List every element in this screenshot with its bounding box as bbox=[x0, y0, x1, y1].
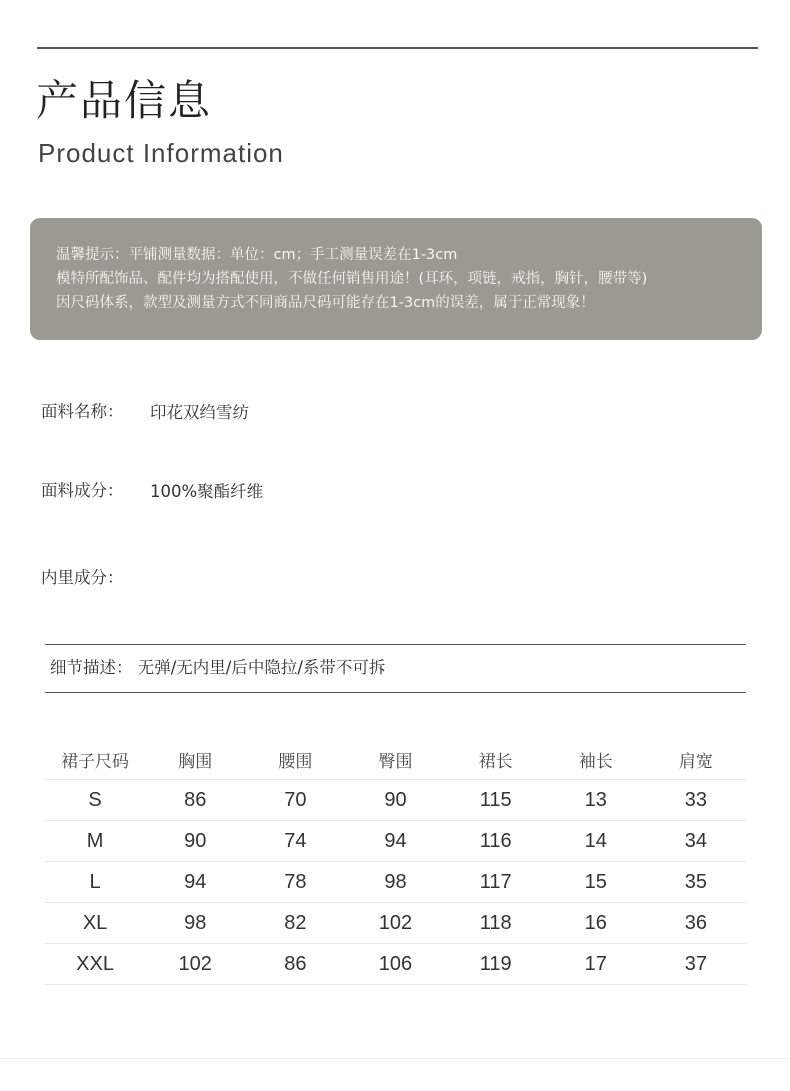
table-cell: 90 bbox=[345, 780, 445, 821]
table-cell: 16 bbox=[546, 903, 646, 944]
table-cell: M bbox=[45, 821, 145, 862]
lining-composition-label: 内里成分： bbox=[41, 568, 124, 587]
header-dress-length: 裙长 bbox=[446, 739, 546, 780]
table-cell: XXL bbox=[45, 944, 145, 985]
table-cell: 116 bbox=[446, 821, 546, 862]
table-row bbox=[45, 903, 746, 944]
table-cell: XL bbox=[45, 903, 145, 944]
notice-line-1: 温馨提示：平铺测量数据：单位：cm；手工测量误差在1-3cm bbox=[56, 247, 458, 263]
table-cell: 86 bbox=[145, 780, 245, 821]
header-shoulder-width: 肩宽 bbox=[646, 739, 746, 780]
table-cell: S bbox=[45, 780, 145, 821]
table-cell: 106 bbox=[345, 944, 445, 985]
table-cell: 35 bbox=[646, 862, 746, 903]
table-cell: 102 bbox=[345, 903, 445, 944]
table-cell: 17 bbox=[546, 944, 646, 985]
table-cell: 78 bbox=[245, 862, 345, 903]
table-row bbox=[45, 821, 746, 862]
fabric-name-value: 印花双绉雪纺 bbox=[150, 403, 249, 422]
page-subtitle: Product Information bbox=[38, 138, 284, 168]
table-cell: 70 bbox=[245, 780, 345, 821]
size-table-header bbox=[45, 739, 746, 780]
header-bust: 胸围 bbox=[145, 739, 245, 780]
size-table bbox=[45, 739, 746, 985]
table-cell: 74 bbox=[245, 821, 345, 862]
table-cell: 115 bbox=[446, 780, 546, 821]
table-row bbox=[45, 862, 746, 903]
bottom-divider bbox=[0, 1058, 790, 1059]
table-row bbox=[45, 944, 746, 985]
header-size: 裙子尺码 bbox=[45, 739, 145, 780]
table-cell: 94 bbox=[145, 862, 245, 903]
table-cell: 37 bbox=[646, 944, 746, 985]
details-row bbox=[50, 656, 385, 680]
notice-box bbox=[30, 218, 762, 340]
table-cell: 119 bbox=[446, 944, 546, 985]
fabric-name-label: 面料名称： bbox=[41, 402, 124, 421]
table-cell: 98 bbox=[345, 862, 445, 903]
table-cell: 33 bbox=[646, 780, 746, 821]
table-cell: 98 bbox=[145, 903, 245, 944]
header-hip: 臀围 bbox=[345, 739, 445, 780]
table-cell: 15 bbox=[546, 862, 646, 903]
table-cell: 90 bbox=[145, 821, 245, 862]
table-cell: L bbox=[45, 862, 145, 903]
table-cell: 82 bbox=[245, 903, 345, 944]
details-top-divider bbox=[45, 644, 746, 645]
table-cell: 14 bbox=[546, 821, 646, 862]
table-cell: 34 bbox=[646, 821, 746, 862]
details-bottom-divider bbox=[45, 692, 746, 693]
top-divider bbox=[37, 47, 758, 49]
table-cell: 13 bbox=[546, 780, 646, 821]
fabric-composition-label: 面料成分： bbox=[41, 481, 124, 500]
header-waist: 腰围 bbox=[245, 739, 345, 780]
notice-line-2: 模特所配饰品、配件均为搭配使用，不做任何销售用途！(耳环，项链，戒指，胸针，腰带等) bbox=[56, 271, 648, 287]
notice-line-3: 因尺码体系，款型及测量方式不同商品尺码可能存在1-3cm的误差，属于正常现象！ bbox=[56, 295, 595, 311]
fabric-composition-value: 100%聚酯纤维 bbox=[150, 482, 264, 501]
table-cell: 36 bbox=[646, 903, 746, 944]
table-cell: 118 bbox=[446, 903, 546, 944]
page-title: 产品信息 bbox=[36, 76, 213, 125]
header-sleeve-length: 袖长 bbox=[546, 739, 646, 780]
table-cell: 102 bbox=[145, 944, 245, 985]
table-cell: 86 bbox=[245, 944, 345, 985]
table-cell: 117 bbox=[446, 862, 546, 903]
table-row bbox=[45, 780, 746, 821]
details-label: 细节描述： bbox=[50, 658, 133, 677]
details-value: 无弹/无内里/后中隐拉/系带不可拆 bbox=[137, 658, 386, 677]
table-cell: 94 bbox=[345, 821, 445, 862]
